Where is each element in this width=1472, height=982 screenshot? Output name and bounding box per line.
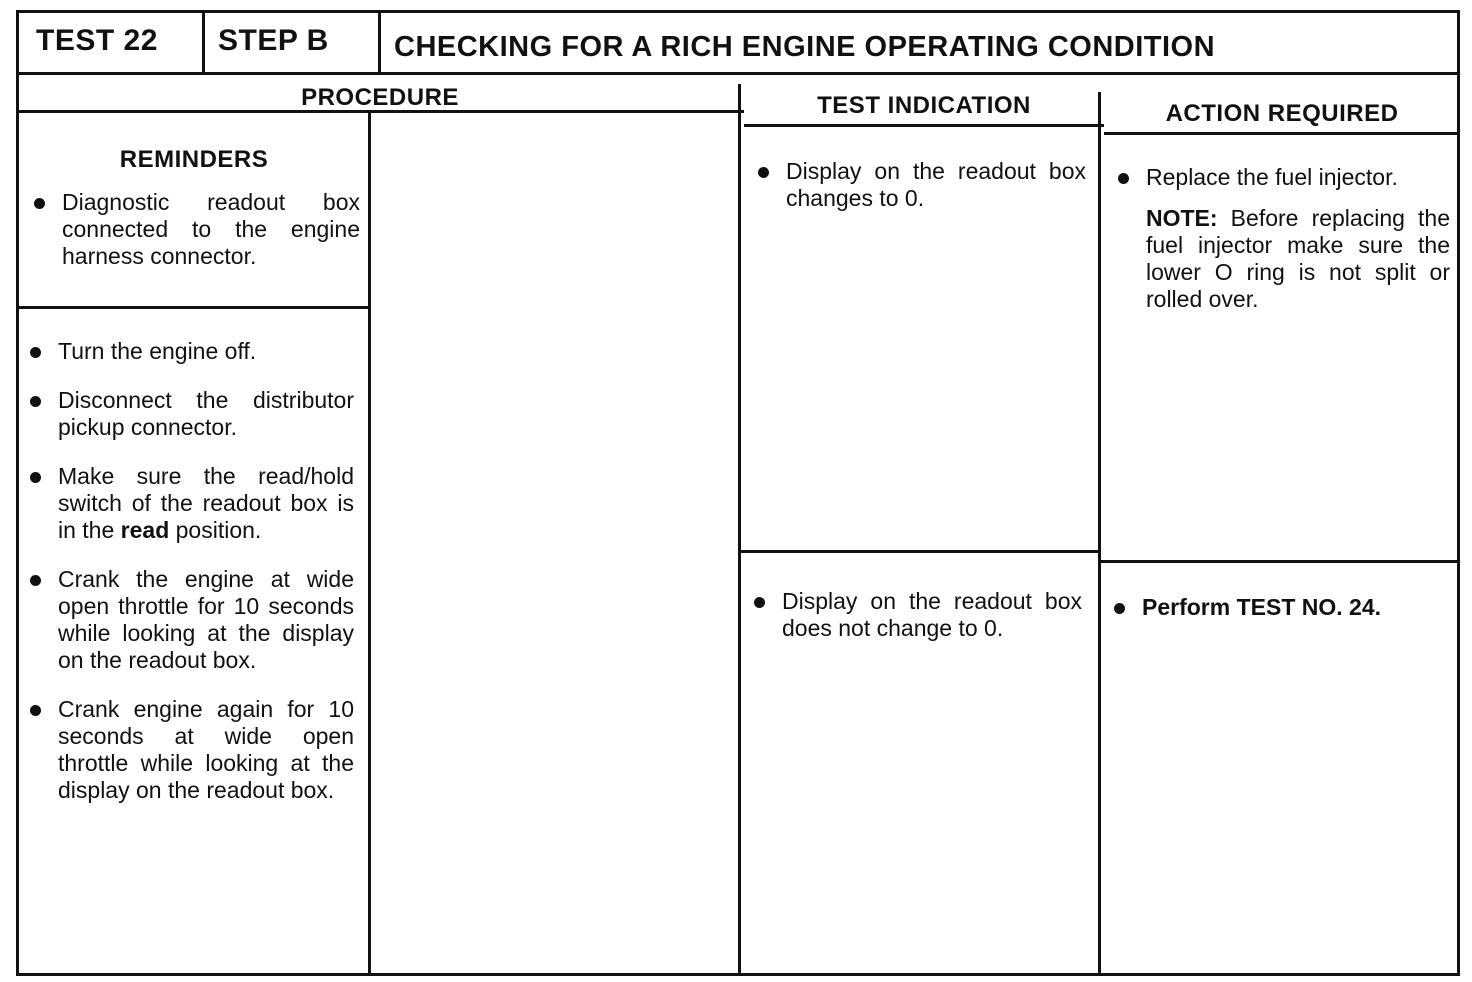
action-text: Perform TEST NO. 24. (1142, 594, 1382, 620)
bullet-icon (30, 472, 41, 483)
result-row-divider-action (1098, 560, 1460, 563)
indication-text: Display on the readout box does not change to 0. (782, 588, 1082, 641)
indication-item (752, 158, 1086, 212)
bullet-icon (30, 396, 41, 407)
indication-item (748, 588, 1082, 642)
test-indication-2 (748, 588, 1082, 664)
procedure-heading-rule (16, 110, 744, 113)
test-number (36, 16, 206, 66)
step-label-text: STEP B (218, 24, 329, 57)
bullet-icon (758, 167, 769, 178)
result-row-divider-indication (738, 550, 1100, 553)
test-indication-1 (752, 158, 1086, 234)
bullet-icon (30, 575, 41, 586)
procedure-steps (24, 338, 354, 826)
bullet-icon (30, 705, 41, 716)
header-bottom-rule (16, 72, 1460, 75)
note-text: Before replacing the fuel injector make sure the lower O ring is not split or rolled over. (1146, 205, 1450, 312)
column-test-indication: TEST INDICATION (817, 92, 1031, 119)
header-divider-2 (378, 10, 381, 72)
step-label (218, 16, 378, 66)
reminders-heading: REMINDERS (119, 146, 269, 173)
column-procedure: PROCEDURE (301, 84, 459, 111)
procedure-step-text: Make sure the read/hold switch of the readout box is in the (58, 463, 354, 543)
note (1112, 205, 1450, 313)
column-action-required: ACTION REQUIRED (1165, 100, 1399, 127)
procedure-step (24, 387, 354, 441)
divider-procedure-inner (368, 112, 371, 976)
procedure-step-text: Disconnect the distributor pickup connector. (58, 387, 354, 440)
procedure-step (24, 463, 354, 544)
procedure-step-text: Turn the engine off. (58, 338, 257, 364)
indication-heading-rule (744, 124, 1104, 127)
bullet-icon (1118, 173, 1129, 184)
procedure-step-text: position. (169, 517, 262, 543)
action-item (1112, 164, 1450, 191)
procedure-step (24, 338, 354, 365)
action-required-2 (1108, 594, 1448, 643)
action-text: Replace the fuel injector. (1146, 164, 1398, 190)
bullet-icon (30, 347, 41, 358)
bullet-icon (34, 198, 45, 209)
indication-text: Display on the readout box changes to 0. (786, 158, 1086, 211)
test-number-label: TEST 22 (36, 24, 158, 57)
page-title (394, 22, 1444, 72)
action-item (1108, 594, 1448, 621)
procedure-step (24, 566, 354, 674)
procedure-step (24, 696, 354, 804)
reminder-item (28, 189, 360, 270)
bullet-icon (1114, 603, 1125, 614)
page-title-text: CHECKING FOR A RICH ENGINE OPERATING CONDITION (394, 30, 1216, 63)
bullet-icon (754, 597, 765, 608)
reminder-text: Diagnostic readout box connected to the engine harness connector. (62, 189, 360, 269)
divider-procedure-indication (738, 84, 741, 976)
reminders-section (28, 146, 360, 292)
header-divider-1 (202, 10, 205, 72)
action-heading-rule (1104, 132, 1460, 135)
action-required-1 (1112, 164, 1450, 313)
note-label: NOTE: (1146, 205, 1218, 231)
divider-indication-action (1098, 92, 1101, 976)
procedure-step-emphasis: read (120, 517, 170, 543)
reminders-bottom-rule (16, 306, 370, 309)
procedure-step-text: Crank engine again for 10 seconds at wide open throttle while looking at the display on the readout box. (58, 696, 354, 803)
procedure-step-text: Crank the engine at wide open throttle for 10 seconds while looking at the display on the readout box. (58, 566, 354, 673)
